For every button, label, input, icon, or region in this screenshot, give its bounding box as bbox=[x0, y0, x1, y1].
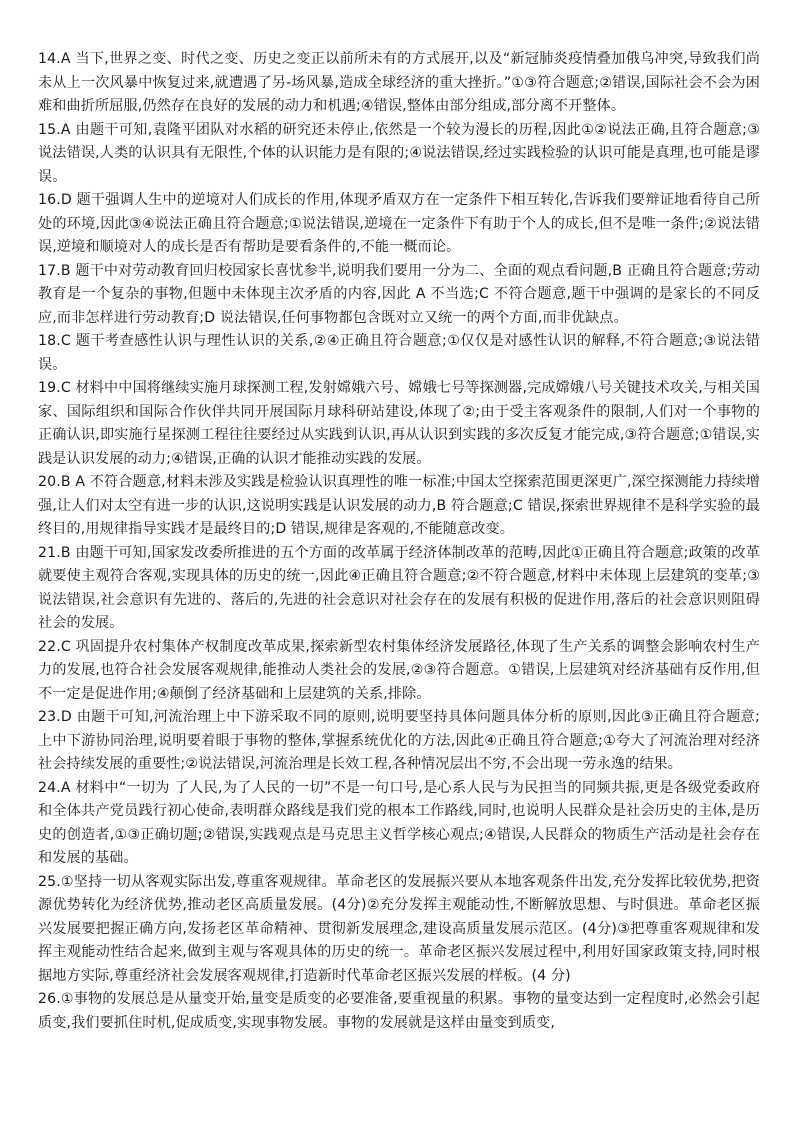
answer-item-23: 23.D 由题干可知,河流治理上中下游采取不同的原则,说明要坚持具体问题具体分析的原则,因此③正确且符合题意;上中下游协同治理,说明要着眼于事物的整体,掌握系统优化的方法,因此④正确且符合题意;①夸大了河流治理对经济社会持续发展的重要性;②说法错误,河流治理是长效工程,各种情况层出不穷,不会出现一劳永逸的结果。 bbox=[38, 709, 760, 772]
answer-item-25: 25.①坚持一切从客观实际出发,尊重客观规律。革命老区的发展振兴要从本地客观条件出发,充分发挥比较优势,把资源优势转化为经济优势,推动老区高质量发展。(4分)②充分发挥主观能动性,不断解放思想、与时俱进。革命老区振兴发展要把握正确方向,发扬老区革命精神、贯彻新发展理念,建设高质量发展示范区。(4分)③把尊重客观规律和发挥主观能动性结合起来,做到主观与客观具体的历史的统一。革命老区振兴发展过程中,利用好国家政策支持,同时根据地方实际,尊重经济社会发展客观规律,打造新时代革命老区振兴发展的样板。(4 分) bbox=[38, 873, 760, 984]
answer-item-18: 18.C 题干考查感性认识与理性认识的关系,②④正确且符合题意;①仅仅是对感性认识的解释,不符合题意;③说法错误。 bbox=[38, 333, 760, 373]
answer-item-17: 17.B 题干中对劳动教育回归校园家长喜忧参半,说明我们要用一分为二、全面的观点看问题,B 正确且符合题意;劳动教育是一个复杂的事物,但题中未体现主次矛盾的内容,因此 A 不当选;C 不符合题意,题干中强调的是家长的不同反应,而非怎样进行劳动教育;D 说法错误,任何事物都包含既对立又统一的两个方面,而非优缺点。 bbox=[38, 262, 760, 326]
answer-item-19: 19.C 材料中中国将继续实施月球探测工程,发射嫦娥六号、嫦娥七号等探测器,完成嫦娥八号关键技术攻关,与相关国家、国际组织和国际合作伙伴共同开展国际月球科研站建设,体现了②;由于受主客观条件的限制,人们对一个事物的正确认识,即实施行星探测工程往往要经过从实践到认识,再从认识到实践的多次反复才能完成,③符合题意;①错误,实践是认识发展的动力;④错误,正确的认识才能推动实践的发展。 bbox=[38, 380, 760, 467]
answer-item-24: 24.A 材料中“一切为 了人民,为了人民的一切”不是一句口号,是心系人民与为民担当的同频共振,更是各级党委政府和全体共产党员践行初心使命,表明群众路线是我们党的根本工作路线,同时,也说明人民群众是社会历史的主体,是历史的创造者,①③正确切题;②错误,实践观点是马克思主义哲学核心观点;④错误,人民群众的物质生产活动是社会存在和发展的基础。 bbox=[38, 779, 760, 866]
answer-item-26: 26.①事物的发展总是从量变开始,量变是质变的必要准备,要重视量的积累。事物的量变达到一定程度时,必然会引起质变,我们要抓住时机,促成质变,实现事物发展。事物的发展就是这样由量变到质变, bbox=[38, 991, 760, 1031]
answer-item-21: 21.B 由题干可知,国家发改委所推进的五个方面的改革属于经济体制改革的范畴,因此①正确且符合题意;政策的改革就要使主观符合客观,实现具体的历史的统一,因此④正确且符合题意;②不符合题意,材料中未体现上层建筑的变革;③说法错误,社会意识有先进的、落后的,先进的社会意识对社会存在的发展有积极的促进作用,落后的社会意识则阻碍社会的发展。 bbox=[38, 544, 760, 631]
answer-item-14: 14.A 当下,世界之变、时代之变、历史之变正以前所未有的方式展开,以及“新冠肺炎疫情叠加俄乌冲突,导致我们尚未从上一次风暴中恢复过来,就遭遇了另-场风暴,造成全球经济的重大挫折。”①③符合题意;②错误,国际社会不会为困难和曲折所屈服,仍然存在良好的发展的动力和机遇;④错误,整体由部分组成,部分离不开整体。 bbox=[38, 51, 760, 114]
answer-item-15: 15.A 由题干可知,袁隆平团队对水稻的研究还未停止,依然是一个较为漫长的历程,因此①②说法正确,且符合题意;③说法错误,人类的认识具有无限性,个体的认识能力是有限的;④说法错误,经过实践检验的认识可能是真理,也可能是谬误。 bbox=[38, 121, 760, 185]
answer-item-22: 22.C 巩固提升农村集体产权制度改革成果,探索新型农村集体经济发展路径,体现了生产关系的调整会影响农村生产力的发展,也符合社会发展客观规律,能推动人类社会的发展,②③符合题意。①错误,上层建筑对经济基础有反作用,但不一定是促进作用;④颠倒了经济基础和上层建筑的关系,排除。 bbox=[38, 638, 760, 702]
answer-item-20: 20.B A 不符合题意,材料未涉及实践是检验认识真理性的唯一标准;中国太空探索范围更深更广,深空探测能力持续增强,让人们对太空有进一步的认识,这说明实践是认识发展的动力,B 符合题意;C 错误,探索世界规律不是科学实验的最终目的,用规律指导实践才是最终目的;D 错误,规律是客观的,不能随意改变。 bbox=[38, 474, 760, 537]
answer-item-16: 16.D 题干强调人生中的逆境对人们成长的作用,体现矛盾双方在一定条件下相互转化,告诉我们要辩证地看待自己所处的环境,因此③④说法正确且符合题意;①说法错误,逆境在一定条件下有助于个人的成长,但不是唯一条件;②说法错误,逆境和顺境对人的成长是否有帮助是要看条件的,不能一概而论。 bbox=[38, 192, 760, 255]
